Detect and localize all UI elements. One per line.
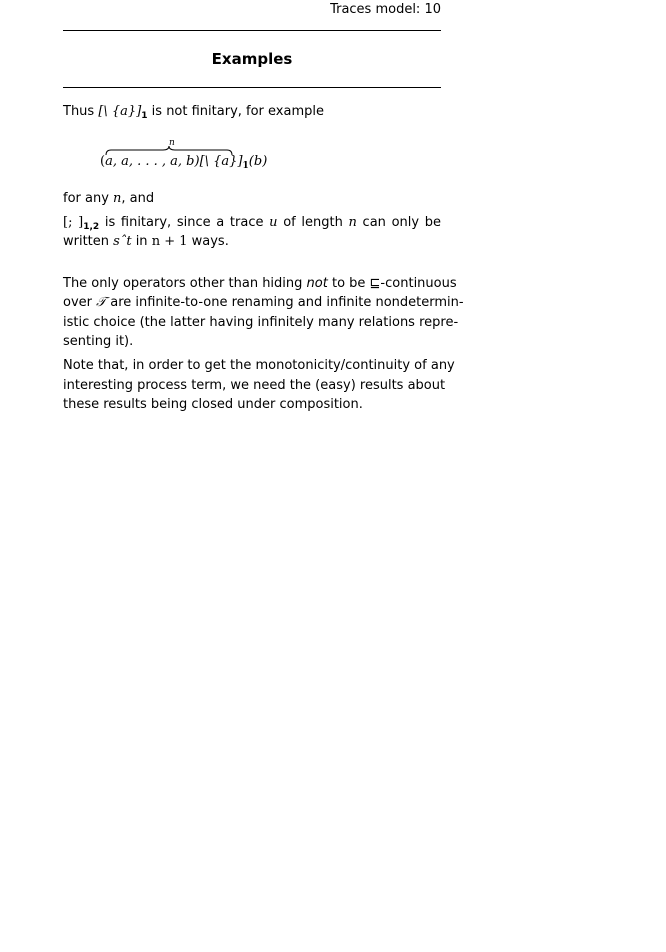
paragraph-note-line2: interesting process term, we need the (easy) results about bbox=[63, 378, 446, 393]
para1-subscript: 1 bbox=[141, 111, 148, 121]
para4-l1-a: The only operators other than hiding bbox=[63, 276, 307, 291]
para1-prefix: Thus bbox=[63, 104, 99, 119]
paragraph-for-any bbox=[63, 191, 154, 207]
top-rule bbox=[63, 30, 441, 31]
para3-text-b: of length bbox=[277, 215, 349, 230]
bottom-rule bbox=[63, 87, 441, 88]
overbrace-label: n bbox=[169, 138, 175, 148]
para2-text2: , and bbox=[121, 191, 155, 206]
formula-rest: , b)[\ {a}] bbox=[177, 154, 243, 169]
paragraph-operators-line4: senting it). bbox=[63, 334, 134, 349]
paragraph-operators-line1 bbox=[63, 276, 457, 292]
para3-line2-b: in bbox=[131, 234, 152, 249]
para3-bracket-subscript: 1,2 bbox=[83, 222, 100, 232]
formula-subscript: 1 bbox=[242, 161, 249, 171]
display-formula bbox=[100, 138, 360, 174]
para3-line2-c: ways. bbox=[187, 234, 229, 249]
para3-st: sˆt bbox=[113, 234, 132, 249]
formula-tail: (b) bbox=[248, 154, 268, 169]
para1-suffix: is not finitary, for example bbox=[147, 104, 324, 119]
para3-text-a: is finitary, since a trace bbox=[99, 215, 270, 230]
para3-bracket: [; ] bbox=[63, 215, 84, 230]
para3-text-c: can only be bbox=[356, 215, 441, 230]
para4-traces-symbol: 𝒯 bbox=[96, 295, 107, 310]
page bbox=[63, 0, 464, 952]
para1-hiding-operator: [\ {a}] bbox=[98, 104, 142, 119]
para2-n: n bbox=[113, 191, 122, 206]
para3-line2-a: written bbox=[63, 234, 114, 249]
para2-text1: for any bbox=[63, 191, 114, 206]
paragraph-operators-line2 bbox=[63, 295, 464, 311]
para4-l2-b: are infinite-to-one renaming and infinite nondetermin- bbox=[106, 295, 464, 310]
paragraph-note-line1: Note that, in order to get the monotonicity/continuity of any bbox=[63, 358, 455, 373]
formula-items: a, a, . . . , a bbox=[105, 154, 178, 169]
paragraph-finitary-line1 bbox=[63, 215, 441, 235]
para3-n: n bbox=[348, 215, 357, 230]
section-title: Examples bbox=[211, 50, 293, 68]
running-head: Traces model: 10 bbox=[330, 2, 441, 17]
para4-l1-b: to be ⊑-continuous bbox=[327, 276, 457, 291]
paragraph-operators-line3: istic choice (the latter having infinitely many relations repre- bbox=[63, 315, 459, 330]
para4-not: not bbox=[306, 276, 328, 291]
para4-l2-a: over bbox=[63, 295, 97, 310]
paragraph-finitary-line2 bbox=[63, 234, 229, 250]
formula-line bbox=[100, 154, 267, 171]
para3-n-plus-one: n + 1 bbox=[151, 234, 188, 249]
paragraph-thus bbox=[63, 104, 324, 124]
paragraph-note-line3: these results being closed under composition. bbox=[63, 397, 363, 412]
para3-u: u bbox=[269, 215, 278, 230]
formula-open: ( bbox=[100, 154, 106, 169]
